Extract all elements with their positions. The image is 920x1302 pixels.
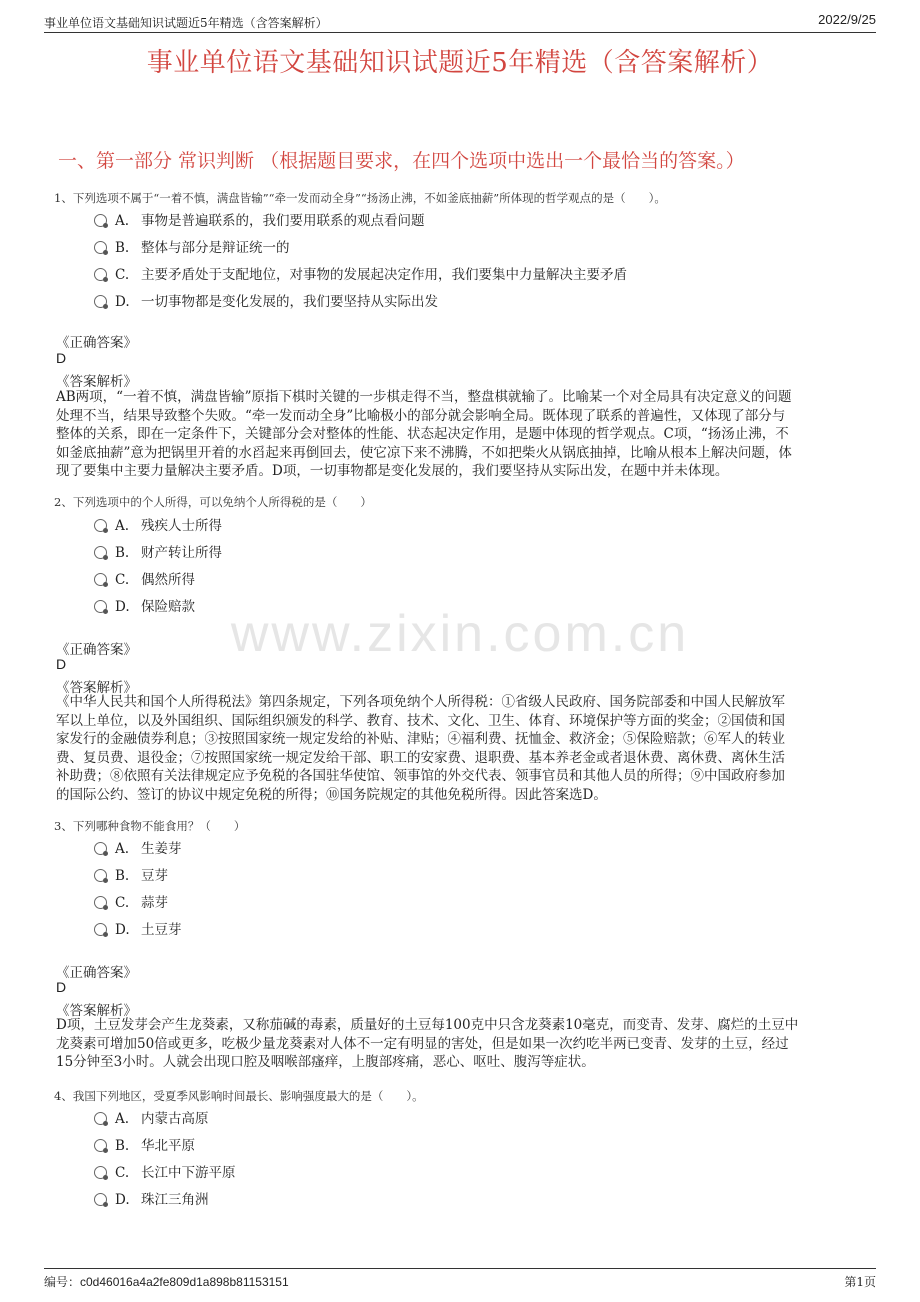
analysis-label: 《答案解析》 bbox=[56, 1003, 137, 1019]
radio-icon[interactable] bbox=[94, 1112, 107, 1125]
radio-icon[interactable] bbox=[94, 842, 107, 855]
question-2-answer: D bbox=[56, 656, 67, 672]
question-3-stem: 3、下列哪种食物不能食用？（ ） bbox=[54, 819, 246, 833]
question-2-stem: 2、下列选项中的个人所得，可以免纳个人所得税的是（ ） bbox=[54, 495, 372, 509]
radio-icon[interactable] bbox=[94, 1166, 107, 1179]
radio-icon[interactable] bbox=[94, 546, 107, 559]
radio-icon[interactable] bbox=[94, 214, 107, 227]
question-1-analysis: AB两项，“一着不慎，满盘皆输”原指下棋时关键的一步棋走得不当，整盘棋就输了。比喻某一个对全局具有决定意义的问题 处理不当，结果导致整个失败。“牵一发而动全身”比喻极小的部分就会影响全局。既体现了联系的普遍性，又体现了部分与 整体的关系，即在一定条件下，关键部分会对整体的性能、状态起决定作用，是题中体现的哲学观点。C项，“扬汤止沸，不 如釜底抽薪”意为把锅里开着的水舀起来再倒回去，使它凉下来不沸腾，不如把柴火从锅底抽掉，比喻从根本上解决问题，体 现了要集中主要力量解决主要矛盾。D项，一切事物都是变化发展的，我们要坚持从实际出发，在题中并未体现。 bbox=[56, 389, 792, 480]
correct-answer-label: 《正确答案》 bbox=[56, 335, 137, 351]
watermark: www.zixin.com.cn bbox=[230, 605, 690, 663]
question-2-option-d[interactable]: D. 保险赔款 bbox=[94, 595, 195, 615]
page-footer bbox=[44, 1268, 876, 1289]
page-number: 第1页 bbox=[844, 1275, 876, 1289]
question-4-option-a[interactable]: A. 内蒙古高原 bbox=[94, 1107, 209, 1127]
document-title: 事业单位语文基础知识试题近5年精选（含答案解析） bbox=[146, 48, 774, 78]
question-1-option-c[interactable]: C. 主要矛盾处于支配地位，对事物的发展起决定作用，我们要集中力量解决主要矛盾 bbox=[94, 263, 627, 283]
question-1-option-a[interactable]: A. 事物是普遍联系的，我们要用联系的观点看问题 bbox=[94, 209, 425, 229]
question-2-analysis: 《中华人民共和国个人所得税法》第四条规定，下列各项免纳个人所得税：①省级人民政府、国务院部委和中国人民解放军 军以上单位，以及外国组织、国际组织颁发的科学、教育、技术、文化、卫生、体育、环境保护等方面的奖金；②国债和国 家发行的金融债券利息；③按照国家统一规定发给的补贴、津贴；④福利费、抚恤金、救济金；⑤保险赔款；⑥军人的转业 费、复员费、退役金；⑦按照国家统一规定发给干部、职工的安家费、退职费、基本养老金或者退休费、离休费、离休生活 补助费；⑧依照有关法律规定应予免税的各国驻华使馆、领事馆的外交代表、领事官员和其他人员的所得；⑨中国政府参加 的国际公约、签订的协议中规定免税的所得；⑩国务院规定的其他免税所得。因此答案选D。 bbox=[56, 694, 785, 803]
radio-icon[interactable] bbox=[94, 923, 107, 936]
header-title: 事业单位语文基础知识试题近5年精选（含答案解析） bbox=[44, 16, 328, 30]
correct-answer-label: 《正确答案》 bbox=[56, 642, 137, 658]
question-3-answer: D bbox=[56, 979, 67, 995]
question-3-option-d[interactable]: D. 土豆芽 bbox=[94, 918, 182, 938]
radio-icon[interactable] bbox=[94, 600, 107, 613]
question-3-option-a[interactable]: A. 生姜芽 bbox=[94, 837, 182, 857]
question-1-option-b[interactable]: B. 整体与部分是辩证统一的 bbox=[94, 236, 290, 256]
document-id: 编号：c0d46016a4a2fe809d1a898b81153151 bbox=[44, 1275, 289, 1289]
question-3-option-c[interactable]: C. 蒜芽 bbox=[94, 891, 168, 911]
radio-icon[interactable] bbox=[94, 1139, 107, 1152]
radio-icon[interactable] bbox=[94, 519, 107, 532]
radio-icon[interactable] bbox=[94, 1193, 107, 1206]
radio-icon[interactable] bbox=[94, 268, 107, 281]
question-4-stem: 4、我国下列地区，受夏季风影响时间最长、影响强度最大的是（ ）。 bbox=[54, 1089, 424, 1103]
correct-answer-label: 《正确答案》 bbox=[56, 965, 137, 981]
question-1-option-d[interactable]: D. 一切事物都是变化发展的，我们要坚持从实际出发 bbox=[94, 290, 438, 310]
question-2-option-a[interactable]: A. 残疾人士所得 bbox=[94, 514, 222, 534]
question-4-option-b[interactable]: B. 华北平原 bbox=[94, 1134, 195, 1154]
section-heading: 一、第一部分 常识判断 （根据题目要求，在四个选项中选出一个最恰当的答案。） bbox=[58, 150, 745, 172]
question-4-option-d[interactable]: D. 珠江三角洲 bbox=[94, 1188, 209, 1208]
question-3-analysis: D项，土豆发芽会产生龙葵素，又称茄碱的毒素，质量好的土豆每100克中只含龙葵素10毫克，而变青、发芽、腐烂的土豆中 龙葵素可增加50倍或更多，吃极少量龙葵素对人体不一定有明显的害处，但是如果一次约吃半两已变青、发芽的土豆，经过 15分钟至3小时。人就会出现口腔及咽喉部瘙痒，上腹部疼痛，恶心、呕吐、腹泻等症状。 bbox=[56, 1017, 799, 1071]
radio-icon[interactable] bbox=[94, 573, 107, 586]
radio-icon[interactable] bbox=[94, 295, 107, 308]
analysis-label: 《答案解析》 bbox=[56, 680, 137, 696]
page-header bbox=[44, 12, 876, 33]
question-2-option-b[interactable]: B. 财产转让所得 bbox=[94, 541, 222, 561]
question-2-option-c[interactable]: C. 偶然所得 bbox=[94, 568, 195, 588]
analysis-label: 《答案解析》 bbox=[56, 374, 137, 390]
header-date: 2022/9/25 bbox=[818, 12, 876, 27]
question-4-option-c[interactable]: C. 长江中下游平原 bbox=[94, 1161, 236, 1181]
radio-icon[interactable] bbox=[94, 896, 107, 909]
question-1-answer: D bbox=[56, 350, 67, 366]
question-3-option-b[interactable]: B. 豆芽 bbox=[94, 864, 168, 884]
radio-icon[interactable] bbox=[94, 241, 107, 254]
question-1-stem: 1、下列选项不属于“一着不慎，满盘皆输”“牵一发而动全身”“扬汤止沸，不如釜底抽薪”所体现的哲学观点的是（ ）。 bbox=[54, 191, 666, 205]
radio-icon[interactable] bbox=[94, 869, 107, 882]
